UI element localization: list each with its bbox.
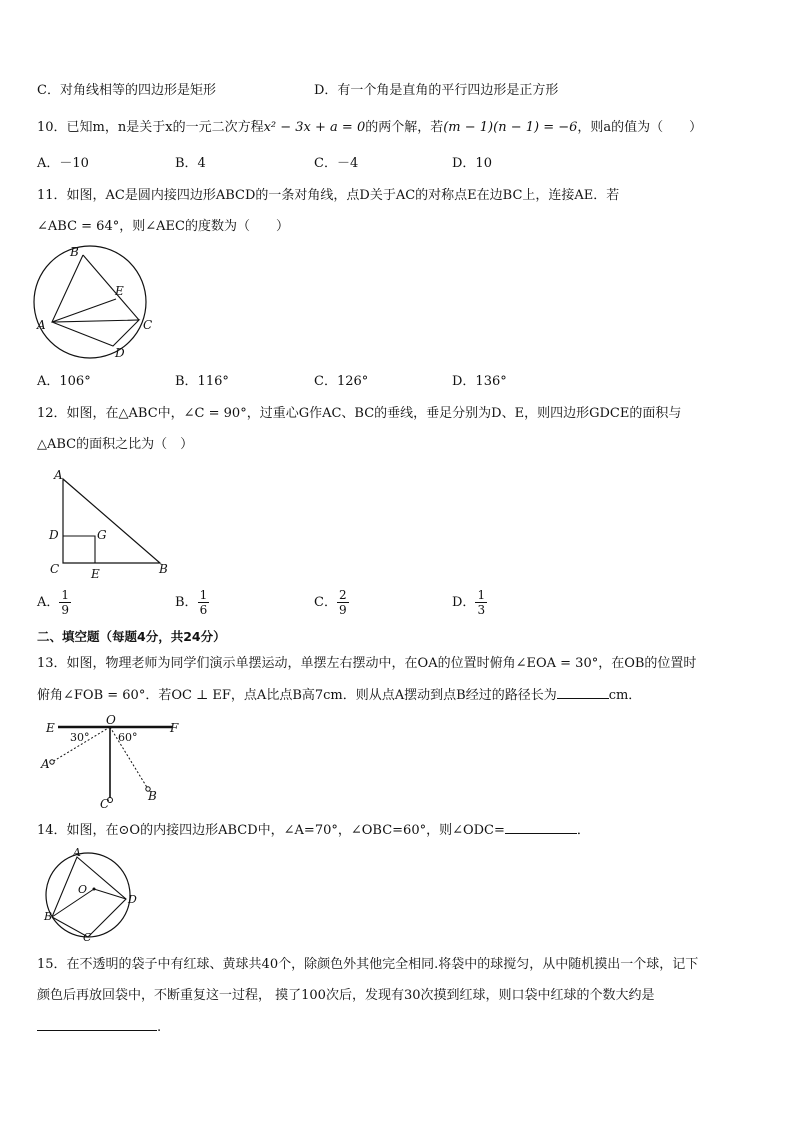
q11-line1: 11．如图，AC是圆内接四边形ABCD的一条对角线，点D关于AC的对称点E在边BC上，连接AE．若 (37, 188, 620, 203)
q12-label-e: E (91, 567, 100, 581)
q15-end: . (157, 1020, 162, 1035)
q14-label-b: B (44, 910, 53, 923)
q10-option-b: B．4 (175, 156, 206, 171)
q13-answer-blank[interactable] (557, 686, 609, 699)
q13-line1: 13．如图，物理老师为同学们演示单摆运动，单摆左右摆动中，在OA的位置时俯角∠EOA = 30°，在OB的位置时 (37, 656, 697, 671)
q12-option-b (175, 588, 209, 617)
q11-option-c: C．126° (314, 374, 369, 389)
q13-label-c: C (100, 797, 110, 811)
q11-label-a: A (37, 318, 46, 332)
q15-line3 (37, 1018, 161, 1037)
q15-line1: 15．在不透明的袋子中有红球、黄球共40个，除颜色外其他完全相同.将袋中的球搅匀，从中随机摸出一个球，记下 (37, 957, 699, 972)
q13-angle-30: 30° (70, 731, 90, 744)
q13-label-f: F (170, 721, 179, 735)
q13-label-a: A (41, 757, 50, 771)
q9-option-d: D．有一个角是直角的平行四边形是正方形 (314, 83, 559, 98)
q12-option-b-letter: B． (175, 595, 198, 610)
q12-option-d-letter: D． (452, 595, 476, 610)
q11-figure (32, 240, 162, 365)
q10-stem-c: ，则a的值为（ ） (577, 120, 703, 135)
q10-equation: x² − 3x + a = 0 (263, 120, 366, 135)
q14-line1 (37, 821, 590, 840)
q13-label-e: E (46, 721, 55, 735)
q10-option-d: D．10 (452, 156, 492, 171)
q15-line2: 颜色后再放回袋中，不断重复这一过程， 摸了100次后，发现有30次摸到红球，则口袋中红球的个数大约是 (37, 988, 655, 1003)
q12-option-a-num: 1 (61, 588, 70, 602)
q12-option-a-den: 9 (61, 603, 70, 617)
section-heading: 二、填空题（每题4分，共24分） (37, 629, 226, 644)
q12-label-d: D (49, 528, 59, 542)
q12-label-c: C (50, 562, 60, 576)
q12-option-c (314, 588, 349, 617)
q12-line2: △ABC的面积之比为（ ） (37, 437, 194, 452)
q12-figure (45, 467, 180, 579)
q14-label-o: O (78, 883, 88, 896)
q14-label-d: D (128, 893, 137, 906)
q12-option-a-fraction (59, 588, 71, 617)
q14-label-c: C (83, 931, 92, 944)
q12-option-c-fraction (337, 588, 349, 617)
q14-figure (40, 847, 140, 942)
q11-label-b: B (70, 245, 79, 259)
q12-option-d-fraction (475, 588, 487, 617)
q12-option-c-num: 2 (338, 588, 347, 602)
q12-option-b-num: 1 (199, 588, 208, 602)
q10-stem (37, 119, 702, 137)
q14-text: 14．如图，在⊙O的内接四边形ABCD中，∠A=70°，∠OBC=60°，则∠ODC= (37, 823, 505, 838)
q12-line1: 12．如图，在△ABC中，∠C = 90°，过重心G作AC、BC的垂线，垂足分别为D、E，则四边形GDCE的面积与 (37, 406, 682, 421)
q11-option-b: B．116° (175, 374, 229, 389)
q10-option-c: C．－4 (314, 156, 359, 171)
q12-option-c-den: 9 (338, 603, 347, 617)
q14-answer-blank[interactable] (505, 821, 577, 834)
q12-label-b: B (159, 562, 168, 576)
q10-condition: (m − 1)(n − 1) = −6 (443, 120, 578, 135)
q12-option-a-letter: A． (37, 595, 60, 610)
q13-unit: cm． (608, 688, 642, 703)
q12-option-b-fraction (198, 588, 210, 617)
q10-stem-a: 10．已知m，n是关于x的一元二次方程 (37, 120, 264, 135)
q12-label-a: A (54, 468, 63, 482)
q12-option-a (37, 588, 71, 617)
q12-option-d-den: 3 (477, 603, 486, 617)
q15-answer-blank[interactable] (37, 1018, 157, 1031)
q13-line2-text: 俯角∠FOB = 60°．若OC ⊥ EF，点A比点B高7cm．则从点A摆动到点B经过的路径长为 (37, 688, 557, 703)
q13-label-b: B (148, 789, 157, 803)
q13-figure (40, 712, 190, 812)
q11-label-c: C (143, 318, 153, 332)
q12-option-d-num: 1 (477, 588, 486, 602)
q11-label-e: E (115, 284, 124, 298)
q11-label-d: D (115, 346, 125, 360)
q14-end: ． (576, 823, 590, 838)
q12-label-g: G (97, 528, 107, 542)
q13-angle-60: 60° (118, 731, 138, 744)
q14-label-a: A (73, 846, 81, 859)
q9-option-c: C．对角线相等的四边形是矩形 (37, 83, 216, 98)
q12-option-b-den: 6 (199, 603, 208, 617)
q12-option-c-letter: C． (314, 595, 337, 610)
q13-label-o: O (106, 713, 116, 727)
q11-option-d: D．136° (452, 374, 507, 389)
q11-line2: ∠ABC = 64°，则∠AEC的度数为（ ） (37, 219, 289, 234)
q10-option-a: A．－10 (37, 156, 89, 171)
q13-line2 (37, 686, 641, 705)
q10-stem-b: 的两个解，若 (365, 120, 444, 135)
q11-option-a: A．106° (37, 374, 91, 389)
q12-option-d (452, 588, 487, 617)
